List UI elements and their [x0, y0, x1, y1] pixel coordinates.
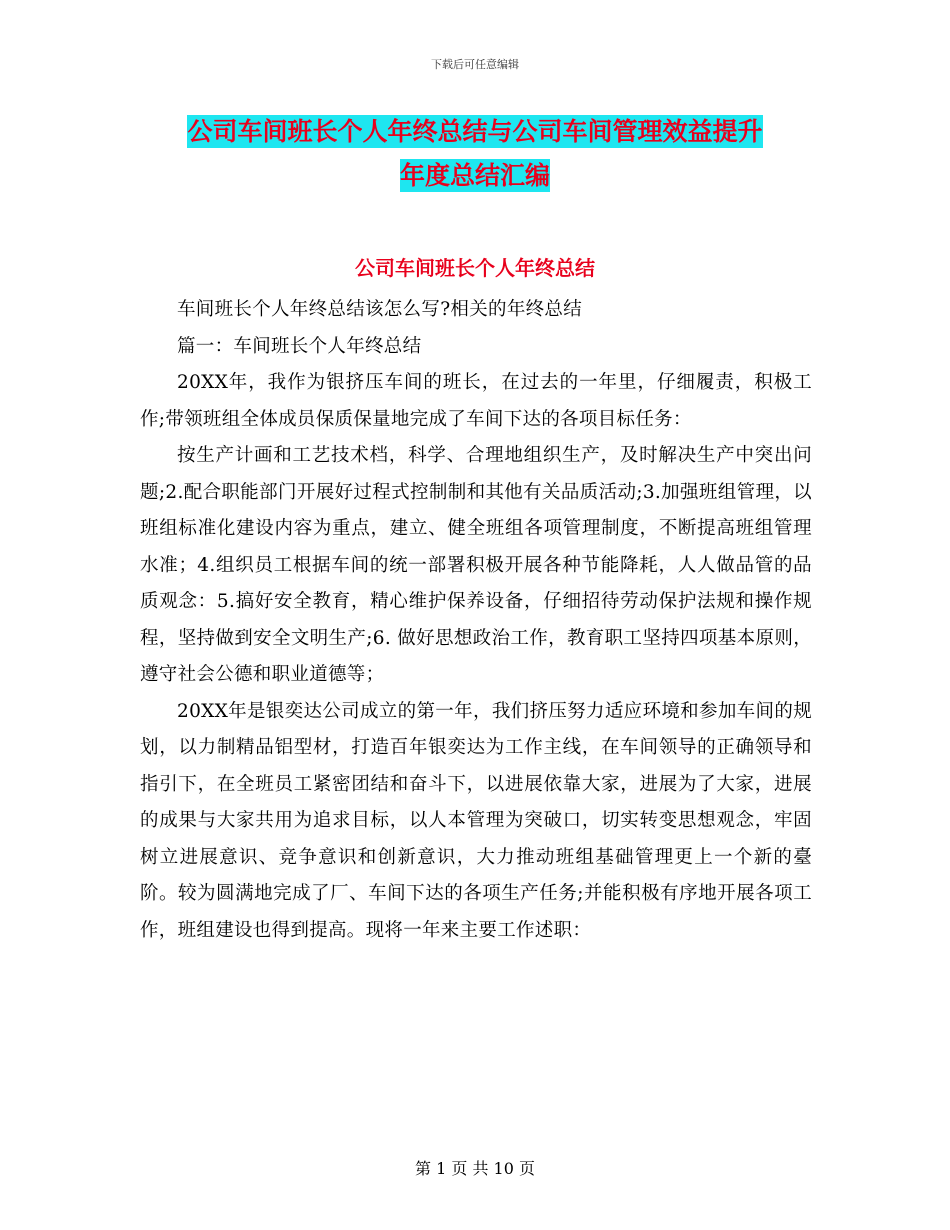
paragraph-5: 20XX年是银奕达公司成立的第一年，我们挤压努力适应环境和参加车间的规划，以力制精品铝型材，打造百年银奕达为工作主线，在车间领导的正确领导和指引下，在全班员工紧密团结和奋斗下，以进展依靠大家，进展为了大家，进展的成果与大家共用为追求目标，以人本管理为突破口，切实转变思想观念，牢固树立进展意识、竞争意识和创新意识，大力推动班组基础管理更上一个新的臺阶。较为圆满地完成了厂、车间下达的各项生产任务;并能积极有序地开展各项工作，班组建设也得到提高。现将一年来主要工作述职：	[140, 700, 812, 941]
page-header-note: 下载后可任意编辑	[431, 58, 519, 71]
document-body	[140, 292, 812, 949]
page-footer: 第 1 页 共 10 页	[415, 1159, 535, 1178]
paragraph-4: 按生产计画和工艺技术档，科学、合理地组织生产，及时解决生产中突出问题;2.配合职能部门开展好过程式控制制和其他有关品质活动;3.加强班组管理，以班组标准化建设内容为重点，建立、健全班组各项管理制度，不断提高班组管理水准；4.组织员工根据车间的统一部署积极开展各种节能降耗，人人做品管的品质观念：5.搞好安全教育，精心维护保养设备，仔细招待劳动保护法规和操作规程，坚持做到安全文明生产;6. 做好思想政治工作，教育职工坚持四项基本原则，遵守社会公德和职业道德等；	[140, 445, 812, 685]
section-title: 公司车间班长个人年终总结	[355, 256, 595, 280]
paragraph-3: 20XX年，我作为银挤压车间的班长，在过去的一年里，仔细履责，积极工作;带领班组全体成员保质保量地完成了车间下达的各项目标任务：	[140, 372, 812, 430]
document-title	[0, 110, 950, 198]
document-title-line-2: 年度总结汇编	[399, 161, 550, 190]
paragraph-1: 车间班长个人年终总结该怎么写?相关的年终总结	[177, 299, 583, 320]
document-title-line-1: 公司车间班长个人年终总结与公司车间管理效益提升	[187, 117, 763, 146]
paragraph-2: 篇一：车间班长个人年终总结	[177, 335, 422, 357]
